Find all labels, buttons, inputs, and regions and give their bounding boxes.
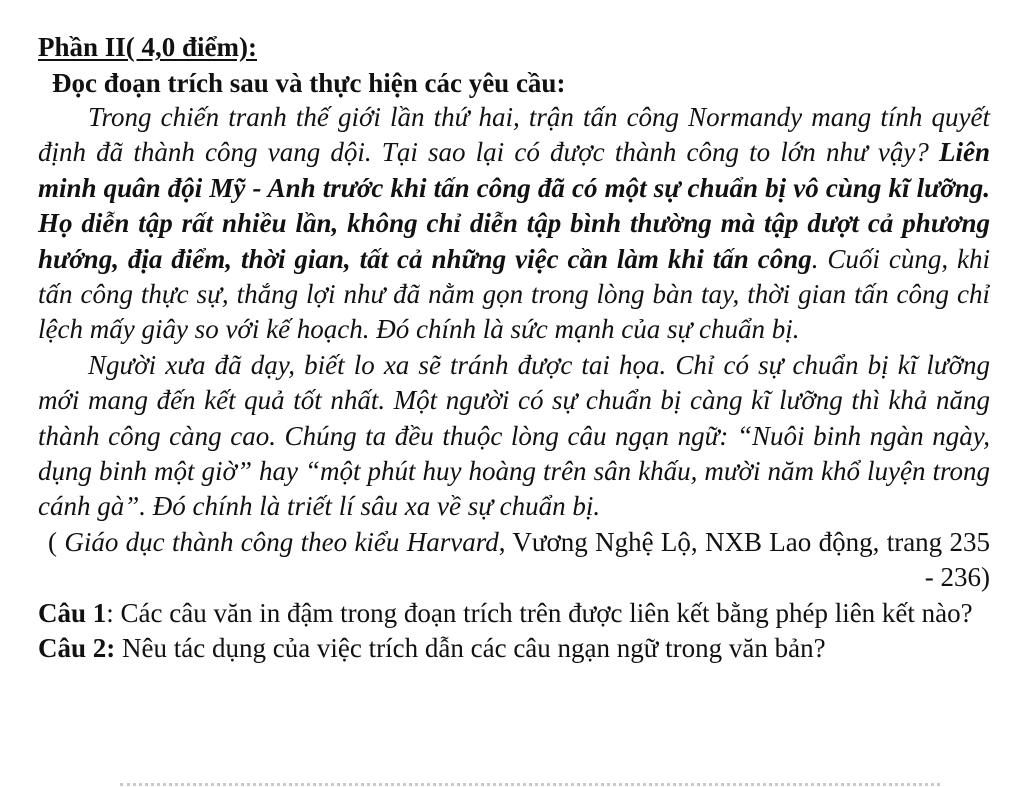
passage-continuation-text: . Cuối cùng, khi tấn công thực sự, thắng lợi như đã nằm gọn trong lòng bàn tay, thời gian tấn công chỉ lệch mấy giây so với kế hoạch. Đó chính là sức mạnh của sự chuẩn bị. [38, 243, 990, 345]
passage-paragraph-1 [38, 100, 990, 348]
question-2 [38, 631, 990, 666]
citation-book-title: Giáo dục thành công theo kiểu Harvard [64, 526, 499, 557]
question-1 [38, 596, 990, 631]
question-2-text: Nêu tác dụng của việc trích dẫn các câu ngạn ngữ trong văn bản? [115, 633, 826, 664]
question-1-text: : Các câu văn in đậm trong đoạn trích trên được liên kết bằng phép liên kết nào? [106, 597, 973, 628]
reading-instruction: Đọc đoạn trích sau và thực hiện các yêu cầu: [52, 68, 566, 98]
source-citation [38, 525, 990, 596]
passage-bold-sentences: Liên minh quân đội Mỹ - Anh trước khi tấn công đã có một sự chuẩn bị vô cùng kĩ lưỡng. Họ diễn tập rất nhiều lần, không chỉ diễn tập bình thường mà tập dượt cả phương hướng, địa điểm, thời gian, tất cả những việc cần làm khi tấn công [38, 137, 991, 274]
passage-intro-text: Trong chiến tranh thế giới lần thứ hai, trận tấn công Normandy mang tính quyết định đã thành công vang dội. Tại sao lại có được thành công to lớn như vậy? [38, 102, 990, 168]
cropped-next-line [0, 778, 1024, 787]
citation-open-paren: ( [48, 526, 65, 557]
citation-details: , Vương Nghệ Lộ, NXB Lao động, trang 235 - 236) [498, 526, 991, 593]
passage-paragraph-2: Người xưa đã dạy, biết lo xa sẽ tránh được tai họa. Chỉ có sự chuẩn bị kĩ lưỡng mới mang đến kết quả tốt nhất. Một người có sự chuẩn bị càng kĩ lưỡng thì khả năng thành công càng cao. Chúng ta đều thuộc lòng câu ngạn ngữ: “Nuôi binh ngàn ngày, dụng binh một giờ” hay “một phút huy hoàng trên sân khấu, mười năm khổ luyện trong cánh gà”. Đó chính là triết lí sâu xa về sự chuẩn bị. [38, 349, 990, 522]
section-title: Phần II( 4,0 điểm): [38, 32, 258, 62]
cropped-text-fragment [120, 783, 940, 786]
question-1-label: Câu 1 [38, 597, 107, 628]
question-2-label: Câu 2: [38, 633, 116, 664]
